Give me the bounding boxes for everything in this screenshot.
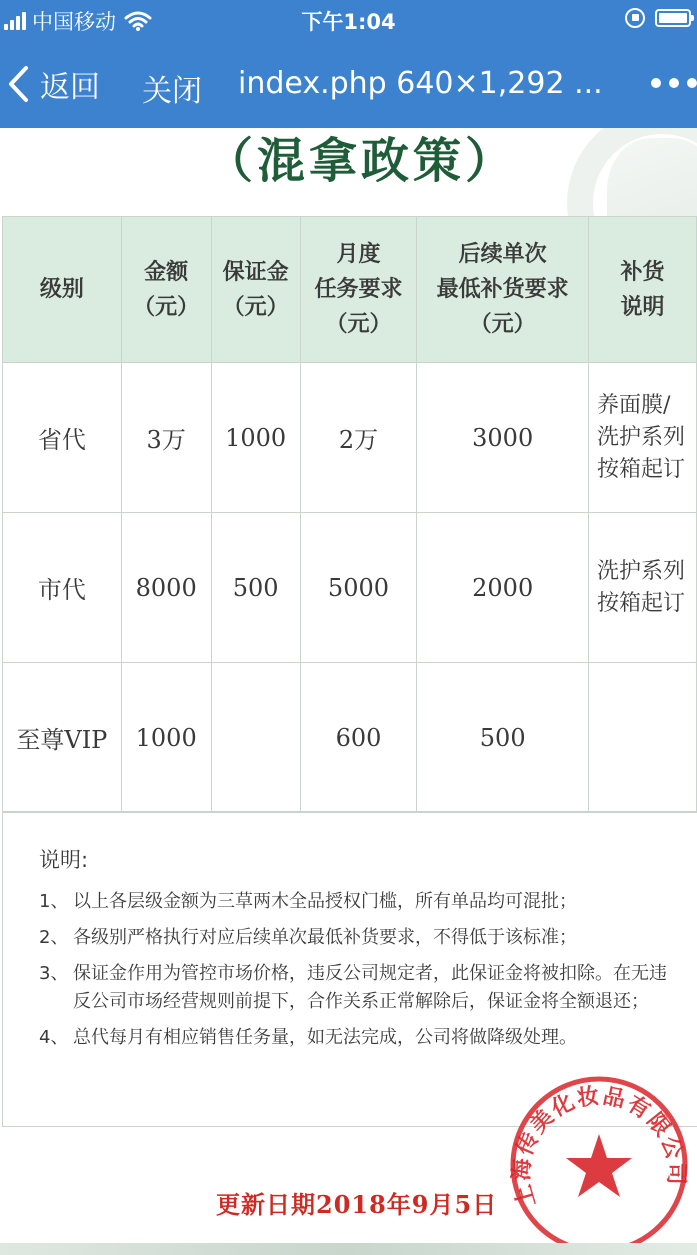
- notes-heading: 说明:: [39, 848, 89, 872]
- cell-deposit: 1000: [211, 363, 300, 513]
- note-item: [39, 888, 697, 916]
- company-seal: [506, 1072, 692, 1255]
- header-monthly-task: 月度 任务要求 （元）: [300, 217, 417, 363]
- carrier-name: 中国移动: [32, 10, 116, 34]
- cell-restock-note: 养面膜/ 洗护系列 按箱起订: [589, 363, 697, 513]
- cell-level: 至尊VIP: [3, 663, 122, 813]
- note-number: 4、: [39, 1027, 69, 1048]
- note-text: 各级别严格执行对应后续单次最低补货要求，不得低于该标准；: [73, 927, 577, 948]
- page-title: index.php 640×1,292 ...: [238, 66, 603, 101]
- header-restock-note: 补货 说明: [589, 217, 697, 363]
- status-time: 下午1:04: [301, 10, 396, 34]
- header-amount: 金额 （元）: [121, 217, 211, 363]
- more-dot-icon: [669, 78, 679, 88]
- chevron-left-icon: [6, 65, 32, 103]
- cell-restock-note: [589, 663, 697, 813]
- table-header-row: [3, 217, 697, 363]
- policy-table: [2, 216, 697, 813]
- cell-level: 省代: [3, 363, 122, 513]
- nav-bar: [0, 40, 697, 128]
- note-number: 2、: [39, 927, 69, 948]
- cell-deposit: [211, 663, 300, 813]
- cell-deposit: 500: [211, 513, 300, 663]
- cell-monthly-task: 5000: [300, 513, 417, 663]
- cell-min-restock: 3000: [417, 363, 589, 513]
- cell-monthly-task: 2万: [300, 363, 417, 513]
- back-label: 返回: [40, 70, 100, 105]
- note-item: [39, 1024, 697, 1052]
- note-text: 以上各层级金额为三草两木全品授权门槛，所有单品均可混批；: [73, 891, 577, 912]
- note-item: [39, 960, 697, 1016]
- table-row: [3, 363, 697, 513]
- more-dot-icon: [687, 78, 697, 88]
- header-min-restock: 后续单次 最低补货要求 （元）: [417, 217, 589, 363]
- update-date: 更新日期2018年9月5日: [216, 1190, 498, 1219]
- browser-topbar: [0, 0, 697, 128]
- cell-amount: 3万: [121, 363, 211, 513]
- note-number: 3、: [39, 963, 69, 984]
- note-item: [39, 924, 697, 952]
- battery-icon: [655, 9, 691, 27]
- more-menu-button[interactable]: [651, 78, 697, 88]
- note-text: 总代每月有相应销售任务量，如无法完成，公司将做降级处理。: [73, 1027, 577, 1048]
- note-text: 保证金作用为管控市场价格，违反公司规定者，此保证金将被扣除。在无违反公司市场经营规则前提下，合作关系正常解除后，保证金将全额退还；: [73, 963, 667, 1012]
- cell-min-restock: 500: [417, 663, 589, 813]
- table-row: [3, 663, 697, 813]
- status-right: [625, 8, 691, 28]
- cell-level: 市代: [3, 513, 122, 663]
- cell-amount: 8000: [121, 513, 211, 663]
- note-number: 1、: [39, 891, 69, 912]
- star-icon: [566, 1134, 632, 1197]
- table-row: [3, 513, 697, 663]
- back-button[interactable]: [6, 62, 100, 106]
- page-content: [0, 128, 697, 1255]
- bottom-decor-band: [0, 1243, 697, 1255]
- cell-monthly-task: 600: [300, 663, 417, 813]
- cell-min-restock: 2000: [417, 513, 589, 663]
- cell-amount: 1000: [121, 663, 211, 813]
- close-button[interactable]: 关闭: [142, 74, 202, 109]
- seal-text: 上海传美化妆品有限公司: [509, 1083, 689, 1210]
- rotation-lock-icon: [625, 8, 645, 28]
- header-level: 级别: [3, 217, 122, 363]
- cell-restock-note: 洗护系列 按箱起订: [589, 513, 697, 663]
- header-deposit: 保证金 （元）: [211, 217, 300, 363]
- policy-headline: （混拿政策）: [205, 133, 518, 189]
- more-dot-icon: [651, 78, 661, 88]
- status-bar: [0, 0, 697, 40]
